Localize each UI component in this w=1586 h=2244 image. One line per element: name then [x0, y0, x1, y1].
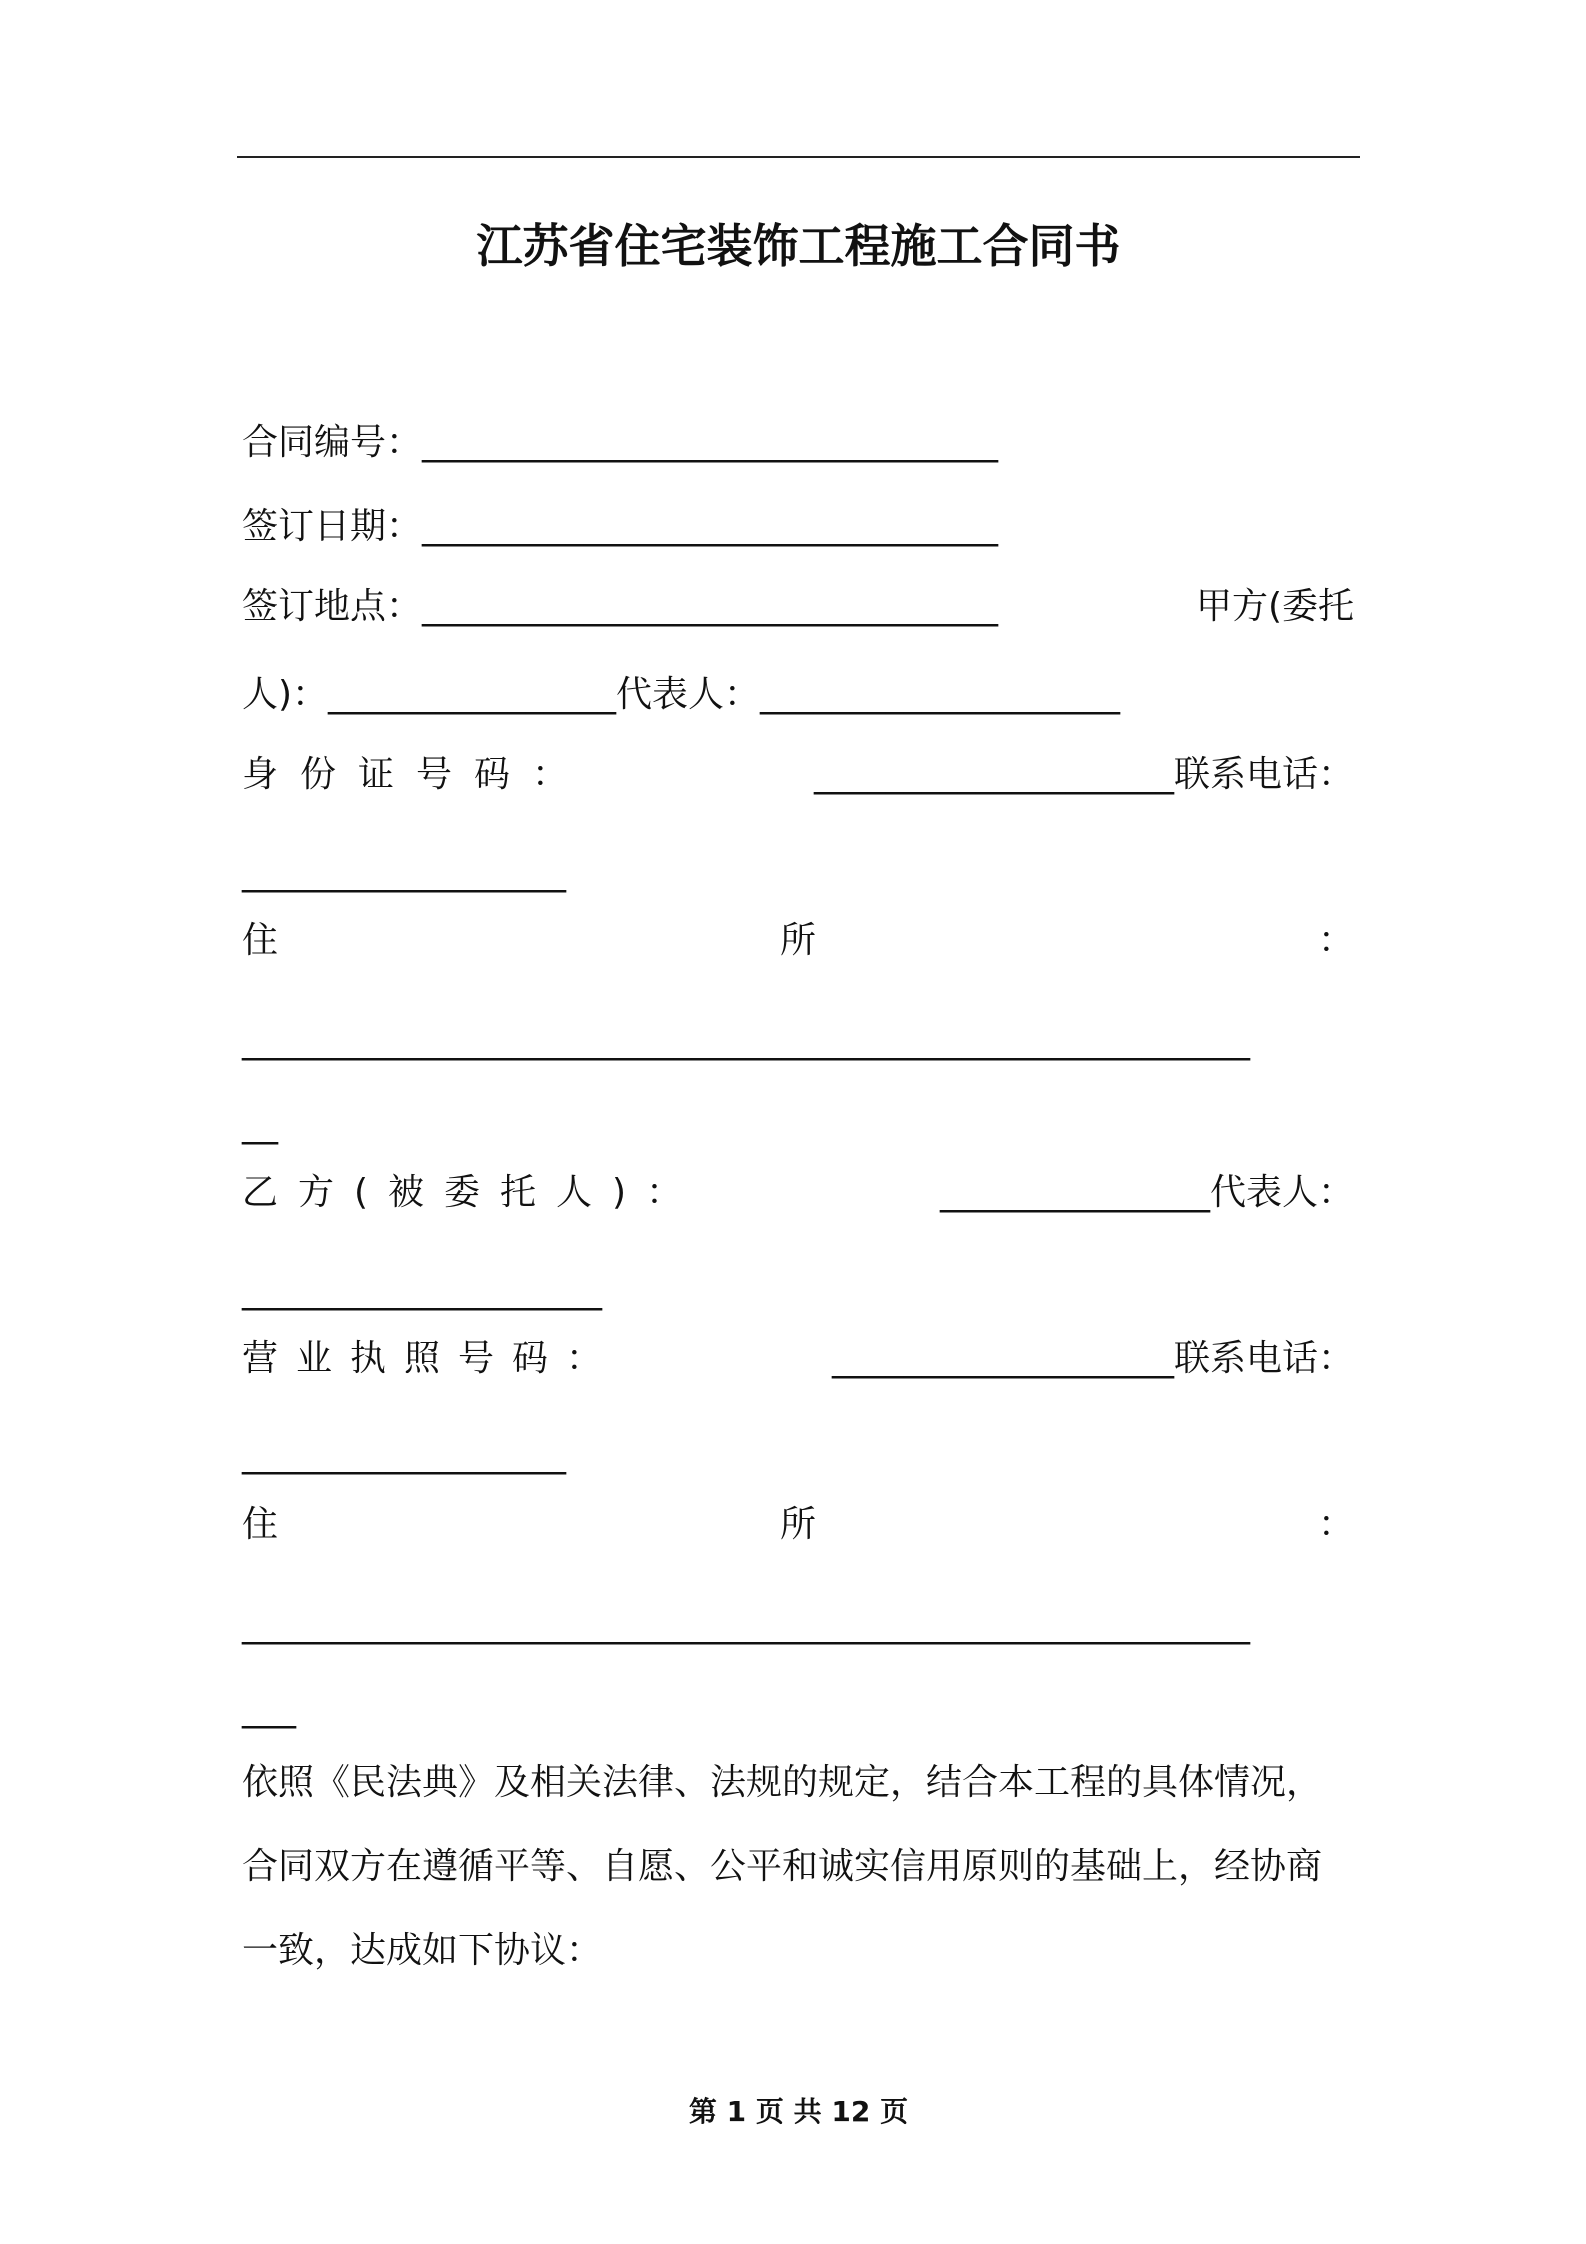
party-a-address-label-line [242, 916, 1354, 966]
party-b-address-label-line [242, 1500, 1354, 1550]
body-line-3: 一致，达成如下协议： [242, 1930, 603, 1971]
header-rule [237, 156, 1360, 158]
page-footer: 第 1 页 共 12 页 [688, 2095, 909, 2128]
party-a-start: 甲方(委托 [1195, 586, 1354, 627]
party-a-id-label: 身份证号码： [242, 754, 591, 795]
party-a-address-colon: ： [1317, 920, 1354, 961]
sign-place-field: 签订地点：________________________________ [242, 586, 999, 627]
party-a-line: 人)：________________代表人：____________________ [242, 674, 1121, 715]
party-b-address-label-1: 住 [242, 1504, 279, 1545]
party-b-rep-blank: ____________________ [242, 1270, 602, 1311]
party-b-phone-blank: __________________ [242, 1434, 566, 1475]
party-a-address-label-1: 住 [242, 920, 279, 961]
sign-date-line: 签订日期：________________________________ [242, 506, 999, 547]
sign-place-line [242, 582, 1354, 632]
party-b-line [242, 1168, 1354, 1218]
party-a-id-blank: ____________________联系电话： [813, 754, 1354, 795]
document-title: 江苏省住宅装饰工程施工合同书 [476, 219, 1121, 273]
party-b-address-blank: ________________________________________________________ [242, 1604, 1250, 1645]
body-line-1: 依照《民法典》及相关法律、法规的规定，结合本工程的具体情况， [242, 1762, 1323, 1803]
party-b-blank: _______________代表人： [939, 1172, 1354, 1213]
party-a-address-blank: ________________________________________________________ [242, 1020, 1250, 1061]
party-b-address-tail: ___ [242, 1688, 296, 1729]
party-a-address-tail: __ [242, 1104, 278, 1145]
party-a-phone-blank: __________________ [242, 852, 566, 893]
body-line-2: 合同双方在遵循平等、自愿、公平和诚实信用原则的基础上，经协商 [242, 1846, 1323, 1887]
party-b-address-colon: ： [1317, 1504, 1354, 1545]
contract-number-line: 合同编号：________________________________ [242, 422, 999, 463]
party-a-address-label-2: 所 [779, 920, 816, 961]
party-b-license-blank: ___________________联系电话： [831, 1338, 1354, 1379]
party-a-id-line [242, 750, 1354, 800]
party-b-license-label: 营业执照号码： [242, 1338, 621, 1379]
party-b-label: 乙方(被委托人)： [242, 1172, 703, 1213]
party-b-license-line [242, 1334, 1354, 1384]
party-b-address-label-2: 所 [779, 1504, 816, 1545]
